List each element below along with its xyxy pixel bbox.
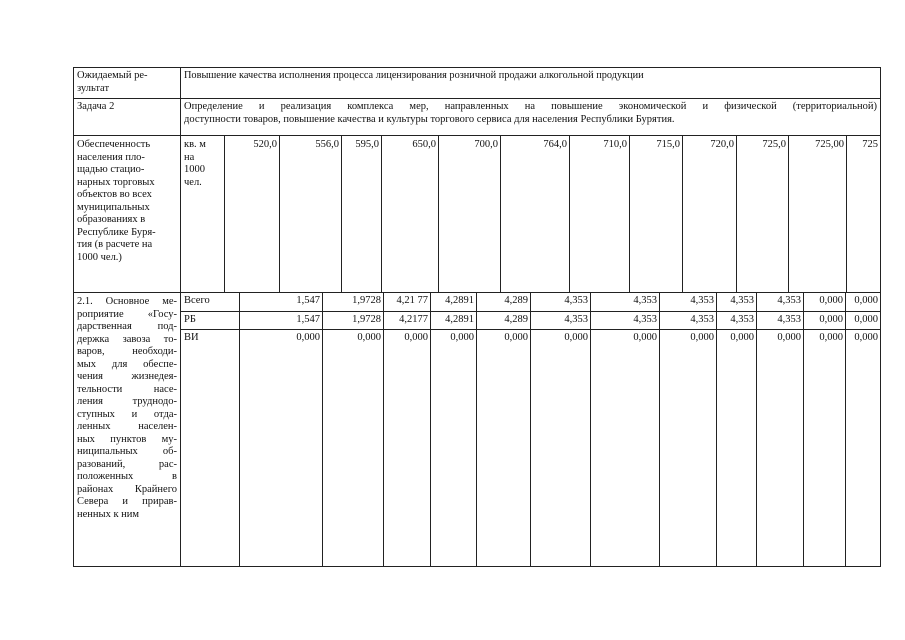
indicator-value: 764,0	[543, 139, 567, 150]
label-line: дарственная под-	[77, 321, 177, 332]
label-line: районах Крайнего	[77, 483, 177, 495]
indicator-column-divider	[682, 135, 683, 292]
funding-value: 0,000	[854, 314, 878, 325]
indicator-value: 650,0	[412, 139, 436, 150]
label-line: образованиях в	[77, 214, 146, 225]
column-divider	[180, 67, 181, 567]
label-line: ных пунктов му-	[77, 433, 177, 445]
indicator-column-divider	[500, 135, 501, 292]
row-divider	[73, 98, 881, 99]
funding-value: 0,000	[504, 332, 528, 343]
label-line: кв. м	[184, 139, 206, 150]
funding-value: 0,000	[633, 332, 657, 343]
funding-value: 1,547	[296, 314, 320, 325]
funding-value: 1,547	[296, 295, 320, 306]
expected-result-label: Ожидаемый ре- зультат	[77, 70, 148, 94]
funding-value: 4,353	[564, 314, 588, 325]
indicator-value: 725,0	[762, 139, 786, 150]
table-border-top	[73, 67, 881, 68]
indicator-column-divider	[224, 135, 225, 292]
funding-value: 0,000	[819, 295, 843, 306]
label-line: 2.1. Основное ме-	[77, 296, 177, 307]
funding-value: 4,353	[633, 314, 657, 325]
indicator-column-divider	[279, 135, 280, 292]
indicator-value: 720,0	[710, 139, 734, 150]
label-line: ненных к ним	[77, 508, 140, 520]
task-text: Определение и реализация комплекса мер, направленных на повышение экономической и физической (территориальной) доступности товаров, повышение качества и культуры торгового сервиса для населения Республики Бурятия.	[184, 101, 877, 125]
indicator-column-divider	[341, 135, 342, 292]
funding-value: 0,000	[690, 332, 714, 343]
measure-label	[77, 296, 177, 521]
indicator-column-divider	[569, 135, 570, 292]
funding-value: 1,9728	[352, 295, 381, 306]
funding-value: 4,353	[730, 314, 754, 325]
funding-value: 0,000	[730, 332, 754, 343]
label-line: 1000 чел.)	[77, 251, 122, 263]
funding-value: 4,353	[777, 295, 801, 306]
funding-value: 0,000	[854, 332, 878, 343]
label-line: положенных в	[77, 471, 177, 482]
funding-value: 0,000	[404, 332, 428, 343]
label-line: тельности насе-	[77, 383, 177, 395]
funding-value: 4,2177	[399, 314, 428, 325]
funding-value: 4,353	[777, 314, 801, 325]
label-line: объектов во всех	[77, 189, 152, 200]
label-line: чения жизнедея-	[77, 371, 177, 382]
table-border-left	[73, 67, 74, 567]
measure-column-divider	[239, 292, 240, 567]
label-line: нарных торговых	[77, 176, 155, 188]
indicator-column-divider	[381, 135, 382, 292]
indicator-value: 715,0	[656, 139, 680, 150]
label-line: населения пло-	[77, 151, 145, 163]
funding-value: 4,289	[504, 295, 528, 306]
funding-value: 4,353	[730, 295, 754, 306]
indicator-label	[77, 139, 177, 264]
funding-value: 0,000	[564, 332, 588, 343]
label-line: роприятие «Госу-	[77, 308, 177, 320]
funding-source: РБ	[184, 314, 196, 325]
label-line: мых для обеспе-	[77, 358, 177, 370]
funding-value: 0,000	[450, 332, 474, 343]
label-line: на	[184, 151, 195, 163]
indicator-column-divider	[788, 135, 789, 292]
funding-value: 4,2891	[445, 314, 474, 325]
funding-value: 0,000	[819, 314, 843, 325]
indicator-column-divider	[736, 135, 737, 292]
label-line: разований, рас-	[77, 458, 177, 470]
funding-value: 1,9728	[352, 314, 381, 325]
indicator-value: 556,0	[315, 139, 339, 150]
label-line: ления труднодо-	[77, 396, 177, 407]
row-divider	[73, 135, 881, 136]
funding-value: 0,000	[854, 295, 878, 306]
indicator-value: 520,0	[253, 139, 277, 150]
funding-value: 4,2891	[445, 295, 474, 306]
task-label: Задача 2	[77, 101, 115, 112]
funding-value: 4,353	[690, 295, 714, 306]
label-line: тия (в расчете на	[77, 239, 153, 250]
measure-column-divider	[590, 292, 591, 567]
indicator-column-divider	[846, 135, 847, 292]
funding-value: 0,000	[296, 332, 320, 343]
label-line: 1000	[184, 164, 205, 175]
indicator-column-divider	[438, 135, 439, 292]
label-line: варов, необходи-	[77, 346, 177, 357]
row-divider	[73, 292, 881, 293]
funding-value: 0,000	[819, 332, 843, 343]
funding-source: ВИ	[184, 332, 199, 343]
indicator-value: 725,00	[815, 139, 844, 150]
label-line: ленных населен-	[77, 421, 177, 432]
label-line: щадью стацио-	[77, 164, 145, 175]
label-line: держка завоза то-	[77, 333, 177, 345]
label-line: муниципальных	[77, 201, 150, 213]
label-line: Республике Буря-	[77, 226, 156, 238]
funding-value: 4,353	[690, 314, 714, 325]
funding-source: Всего	[184, 295, 210, 306]
label-line: ступных и отда-	[77, 408, 177, 420]
label-line: Обеспеченность	[77, 139, 151, 150]
funding-value: 4,21 77	[396, 295, 428, 306]
indicator-value: 595,0	[355, 139, 379, 150]
funding-value: 4,353	[564, 295, 588, 306]
indicator-value: 700,0	[474, 139, 498, 150]
funding-value: 0,000	[357, 332, 381, 343]
label-line: ниципальных об-	[77, 446, 177, 457]
funding-value: 4,353	[633, 295, 657, 306]
funding-value: 4,289	[504, 314, 528, 325]
table-border-bottom	[73, 566, 881, 567]
funding-value: 0,000	[777, 332, 801, 343]
indicator-value: 725	[862, 139, 878, 150]
label-line: Севера и прирав-	[77, 496, 177, 507]
expected-result-text: Повышение качества исполнения процесса лицензирования розничной продажи алкогольной продукции	[184, 70, 644, 81]
indicator-value: 710,0	[603, 139, 627, 150]
label-line: чел.	[184, 176, 202, 188]
indicator-column-divider	[629, 135, 630, 292]
table-border-right	[880, 67, 881, 567]
